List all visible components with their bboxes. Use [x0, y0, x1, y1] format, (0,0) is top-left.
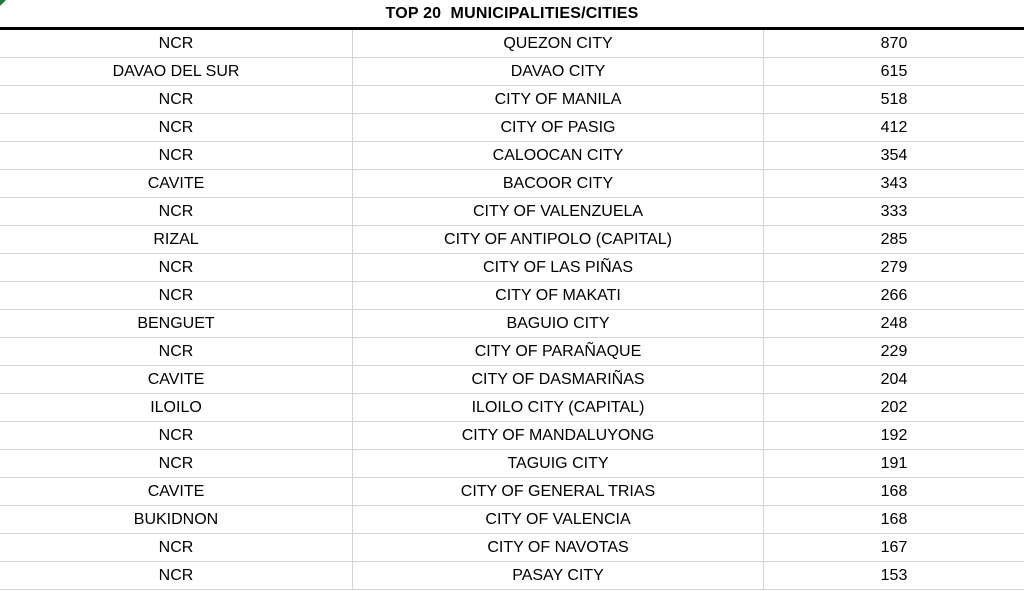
city-cell[interactable]: CITY OF GENERAL TRIAS [353, 478, 764, 505]
count-cell[interactable]: 343 [880, 175, 908, 192]
province-cell[interactable]: ILOILO [0, 394, 353, 421]
city-cell[interactable]: CITY OF MANILA [353, 86, 764, 113]
province-cell[interactable]: NCR [0, 254, 353, 281]
table-row [0, 226, 1024, 254]
count-cell[interactable]: 870 [880, 35, 908, 52]
count-cell[interactable]: 229 [880, 343, 908, 360]
table-row [0, 30, 1024, 58]
table-row [0, 310, 1024, 338]
table-row [0, 366, 1024, 394]
province-cell[interactable]: NCR [0, 30, 353, 57]
count-cell[interactable]: 266 [880, 287, 908, 304]
table-row [0, 478, 1024, 506]
city-cell[interactable]: DAVAO CITY [353, 58, 764, 85]
table-row [0, 114, 1024, 142]
title-cell[interactable] [0, 0, 1024, 30]
city-cell[interactable]: BAGUIO CITY [353, 310, 764, 337]
city-cell[interactable]: TAGUIG CITY [353, 450, 764, 477]
table-row [0, 198, 1024, 226]
province-cell[interactable]: NCR [0, 450, 353, 477]
table-row [0, 86, 1024, 114]
city-cell[interactable]: CALOOCAN CITY [353, 142, 764, 169]
province-cell[interactable]: RIZAL [0, 226, 353, 253]
count-cell[interactable]: 202 [880, 399, 908, 416]
city-cell[interactable]: BACOOR CITY [353, 170, 764, 197]
province-cell[interactable]: NCR [0, 142, 353, 169]
city-cell[interactable]: CITY OF ANTIPOLO (CAPITAL) [353, 226, 764, 253]
table-row [0, 254, 1024, 282]
count-cell[interactable]: 167 [880, 539, 908, 556]
city-cell[interactable]: QUEZON CITY [353, 30, 764, 57]
city-cell[interactable]: CITY OF PASIG [353, 114, 764, 141]
province-cell[interactable]: NCR [0, 422, 353, 449]
table-row [0, 450, 1024, 478]
table-row [0, 394, 1024, 422]
count-cell[interactable]: 168 [880, 483, 908, 500]
table-row [0, 506, 1024, 534]
count-cell[interactable]: 518 [880, 91, 908, 108]
count-cell[interactable]: 333 [880, 203, 908, 220]
count-cell[interactable]: 168 [880, 511, 908, 528]
city-cell[interactable]: CITY OF VALENZUELA [353, 198, 764, 225]
count-cell[interactable]: 204 [880, 371, 908, 388]
count-cell[interactable]: 192 [880, 427, 908, 444]
table-row [0, 142, 1024, 170]
cell-indicator-mark [0, 0, 6, 6]
province-cell[interactable]: DAVAO DEL SUR [0, 58, 353, 85]
city-cell[interactable]: CITY OF DASMARIÑAS [353, 366, 764, 393]
province-cell[interactable]: NCR [0, 282, 353, 309]
city-cell[interactable]: CITY OF MAKATI [353, 282, 764, 309]
province-cell[interactable]: BENGUET [0, 310, 353, 337]
count-cell[interactable]: 615 [880, 63, 908, 80]
count-cell[interactable]: 248 [880, 315, 908, 332]
count-cell[interactable]: 191 [880, 455, 908, 472]
table-row [0, 562, 1024, 590]
table-row [0, 58, 1024, 86]
province-cell[interactable]: NCR [0, 534, 353, 561]
city-cell[interactable]: PASAY CITY [353, 562, 764, 589]
city-cell[interactable]: CITY OF PARAÑAQUE [353, 338, 764, 365]
city-cell[interactable]: CITY OF LAS PIÑAS [353, 254, 764, 281]
city-cell[interactable]: ILOILO CITY (CAPITAL) [353, 394, 764, 421]
table-row [0, 170, 1024, 198]
province-cell[interactable]: NCR [0, 562, 353, 589]
province-cell[interactable]: NCR [0, 86, 353, 113]
city-cell[interactable]: CITY OF NAVOTAS [353, 534, 764, 561]
count-cell[interactable]: 279 [880, 259, 908, 276]
province-cell[interactable]: NCR [0, 114, 353, 141]
count-cell[interactable]: 153 [880, 567, 908, 584]
count-cell[interactable]: 412 [880, 119, 908, 136]
province-cell[interactable]: BUKIDNON [0, 506, 353, 533]
province-cell[interactable]: CAVITE [0, 366, 353, 393]
table-row [0, 338, 1024, 366]
data-table [0, 30, 1024, 590]
province-cell[interactable]: NCR [0, 198, 353, 225]
table-row [0, 282, 1024, 310]
count-cell[interactable]: 354 [880, 147, 908, 164]
city-cell[interactable]: CITY OF MANDALUYONG [353, 422, 764, 449]
table-title: TOP 20 MUNICIPALITIES/CITIES [385, 4, 639, 22]
count-cell[interactable]: 285 [880, 231, 908, 248]
province-cell[interactable]: CAVITE [0, 170, 353, 197]
city-cell[interactable]: CITY OF VALENCIA [353, 506, 764, 533]
table-row [0, 422, 1024, 450]
province-cell[interactable]: NCR [0, 338, 353, 365]
province-cell[interactable]: CAVITE [0, 478, 353, 505]
table-row [0, 534, 1024, 562]
